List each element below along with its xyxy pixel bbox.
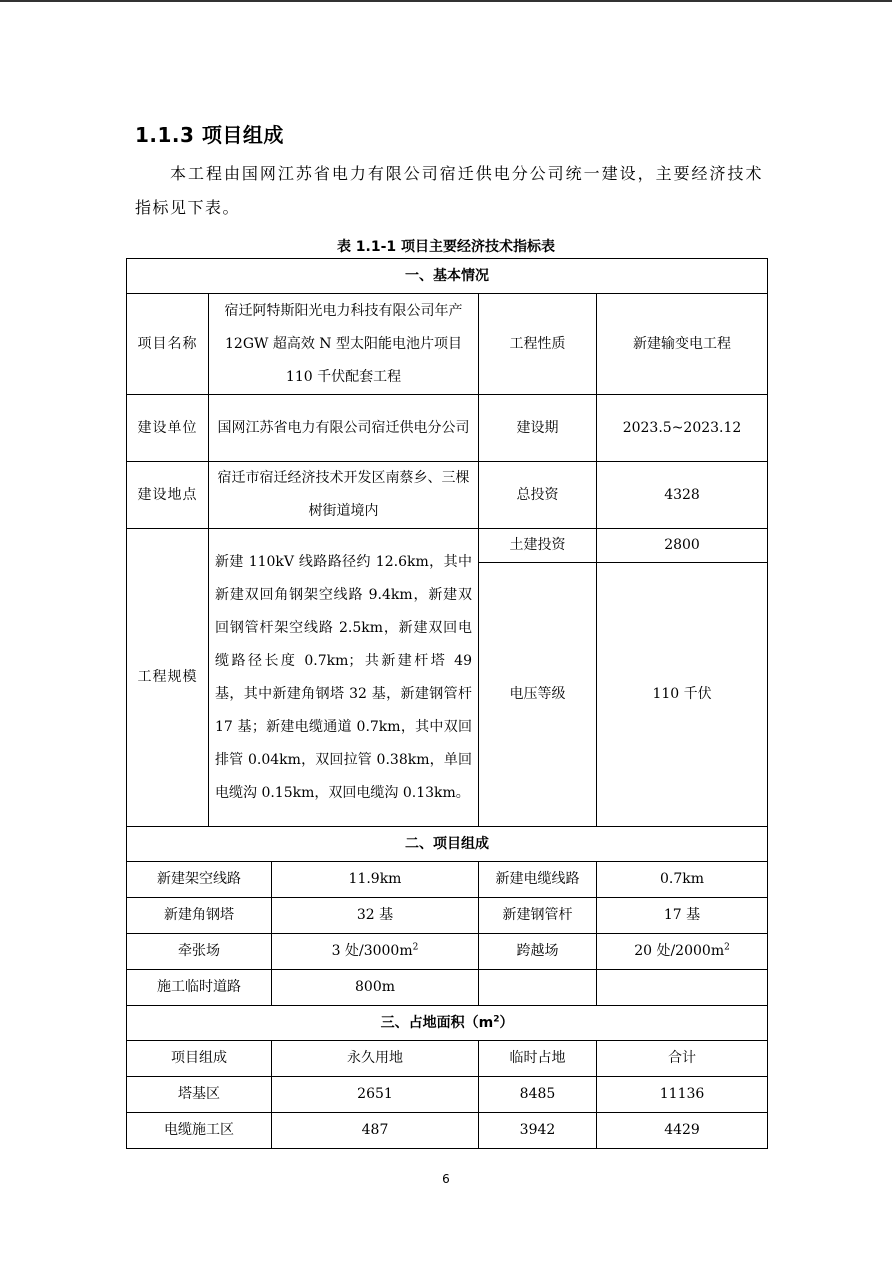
cable-line-label: 新建电缆线路 (479, 862, 597, 898)
intro-paragraph: 本工程由国网江苏省电力有限公司宿迁供电分公司统一建设，主要经济技术指标见下表。 (135, 164, 763, 217)
angle-tower-value: 32 基 (272, 898, 479, 934)
section3-title-sup: 2 (493, 1014, 500, 1025)
area-name: 电缆施工区 (127, 1113, 272, 1149)
section3-title-text: 三、占地面积（m (380, 1015, 494, 1031)
tension-site-sup: 2 (412, 942, 419, 953)
tension-site-text: 3 处/3000m (331, 943, 413, 959)
area-name: 塔基区 (127, 1077, 272, 1113)
table-caption: 表 1.1-1 项目主要经济技术指标表 (336, 239, 556, 255)
civil-label: 土建投资 (479, 529, 597, 563)
section3-title (127, 1006, 768, 1041)
cable-line-value: 0.7km (597, 862, 768, 898)
angle-tower-label: 新建角钢塔 (127, 898, 272, 934)
table-row (127, 862, 768, 898)
steel-pole-value: 17 基 (597, 898, 768, 934)
table-row (127, 529, 768, 563)
overhead-line-label: 新建架空线路 (127, 862, 272, 898)
nature-label: 工程性质 (479, 294, 597, 395)
table-row (127, 934, 768, 970)
section-header-row (127, 1006, 768, 1041)
period-value: 2023.5~2023.12 (597, 395, 768, 462)
voltage-value: 110 千伏 (597, 563, 768, 827)
temporary-land: 3942 (479, 1113, 597, 1149)
builder-value: 国网江苏省电力有限公司宿迁供电分公司 (209, 395, 479, 462)
section-header-row (127, 259, 768, 294)
indicator-table (126, 258, 768, 1149)
empty-cell (597, 970, 768, 1006)
scale-label: 工程规模 (127, 529, 209, 827)
civil-value: 2800 (597, 529, 768, 563)
crossing-site-label: 跨越场 (479, 934, 597, 970)
table-row (127, 898, 768, 934)
tension-site-label: 牵张场 (127, 934, 272, 970)
project-name-label: 项目名称 (127, 294, 209, 395)
section-header-row (127, 827, 768, 862)
nature-value: 新建输变电工程 (597, 294, 768, 395)
crossing-site-text: 20 处/2000m (634, 943, 725, 959)
temp-road-label: 施工临时道路 (127, 970, 272, 1006)
table-row (127, 294, 768, 395)
section3-title-close: ） (499, 1015, 514, 1031)
section1-title: 一、基本情况 (127, 259, 768, 294)
project-name-value: 宿迁阿特斯阳光电力科技有限公司年产 12GW 超高效 N 型太阳能电池片项目 110 千伏配套工程 (209, 294, 479, 395)
permanent-land: 2651 (272, 1077, 479, 1113)
table-row (127, 1113, 768, 1149)
crossing-site-sup: 2 (724, 942, 730, 953)
empty-cell (479, 970, 597, 1006)
crossing-site-value (597, 934, 768, 970)
builder-label: 建设单位 (127, 395, 209, 462)
scale-value: 新建 110kV 线路路径约 12.6km，其中新建双回角钢架空线路 9.4km，新建双回钢管杆架空线路 2.5km，新建双回电缆路径长度 0.7km；共新建杆塔 49 基，其中新建角钢塔 32 基，新建钢管杆 17 基；新建电缆通道 0.7km，其中双回排管 0.04km，双回拉管 0.38km，单回电缆沟 0.15km，双回电缆沟 0.13km。 (209, 529, 479, 827)
table-header-row (127, 1041, 768, 1077)
voltage-label: 电压等级 (479, 563, 597, 827)
column-header: 项目组成 (127, 1041, 272, 1077)
temporary-land: 8485 (479, 1077, 597, 1113)
total-land: 11136 (597, 1077, 768, 1113)
table-row (127, 395, 768, 462)
column-header: 合计 (597, 1041, 768, 1077)
section-heading: 1.1.3 项目组成 (135, 123, 284, 147)
steel-pole-label: 新建钢管杆 (479, 898, 597, 934)
table-row (127, 1077, 768, 1113)
top-border-line (0, 0, 892, 2)
total-land: 4429 (597, 1113, 768, 1149)
table-row (127, 462, 768, 529)
page-number: 6 (442, 1172, 450, 1186)
overhead-line-value: 11.9km (272, 862, 479, 898)
investment-label: 总投资 (479, 462, 597, 529)
column-header: 永久用地 (272, 1041, 479, 1077)
table-row (127, 970, 768, 1006)
period-label: 建设期 (479, 395, 597, 462)
column-header: 临时占地 (479, 1041, 597, 1077)
location-value: 宿迁市宿迁经济技术开发区南蔡乡、三棵树街道境内 (209, 462, 479, 529)
permanent-land: 487 (272, 1113, 479, 1149)
tension-site-value (272, 934, 479, 970)
location-label: 建设地点 (127, 462, 209, 529)
temp-road-value: 800m (272, 970, 479, 1006)
investment-value: 4328 (597, 462, 768, 529)
section2-title: 二、项目组成 (127, 827, 768, 862)
